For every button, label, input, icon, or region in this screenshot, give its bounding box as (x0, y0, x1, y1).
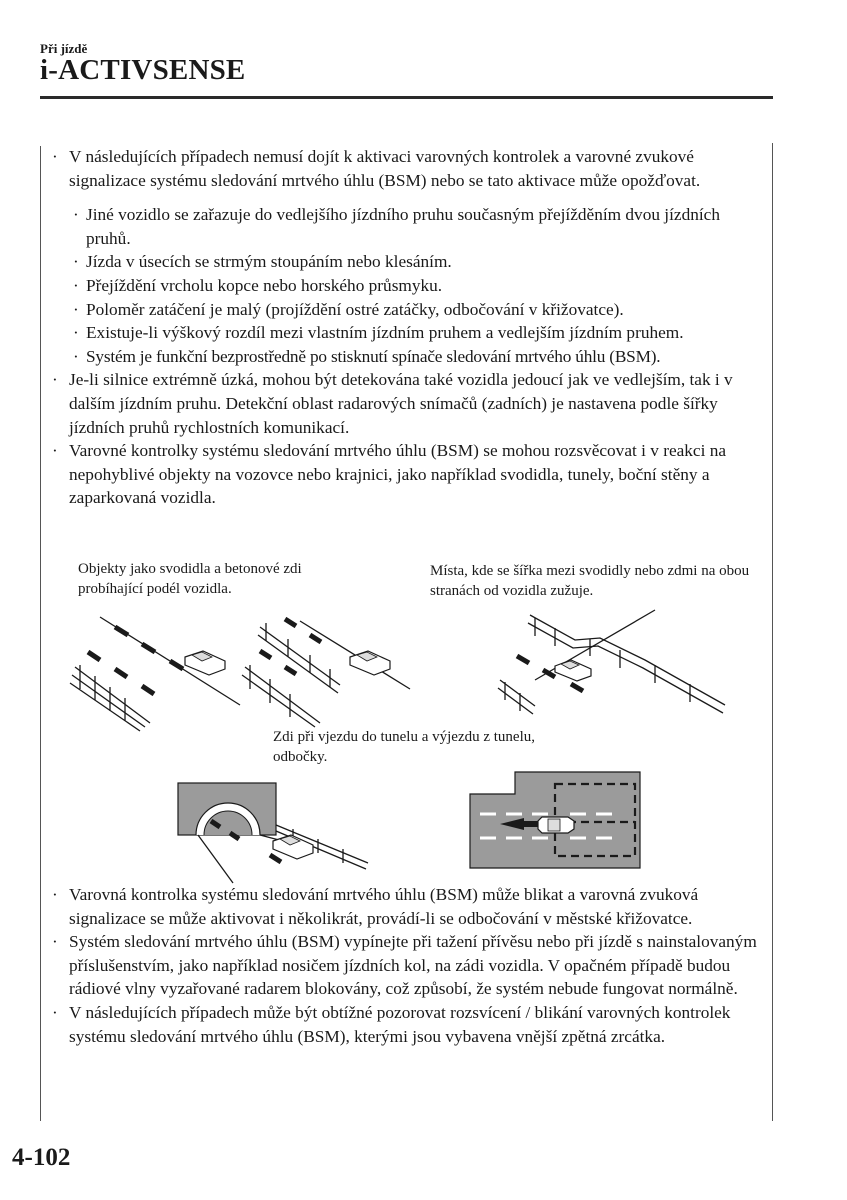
car-icon (273, 835, 313, 859)
bottom-text-block (50, 883, 762, 1048)
double-guardrail-illustration (230, 605, 420, 725)
bullet-item: · V následujících případech může být obtížné pozorovat rozsvícení / blikání varovných kontrolek systému sledování mrtvého úhlu (BSM), kterými jsou vybavena vnější zpětná zrcátka. (52, 1002, 731, 1046)
junction-detection-illustration (470, 772, 640, 872)
page-title: i-ACTIVSENSE (40, 54, 246, 86)
sub-list-item: · Jiné vozidlo se zařazuje do vedlejšího jízdního pruhu současným přejížděním dvou jízdních pruhů. (73, 205, 720, 248)
bullet-dot: · (52, 147, 58, 166)
sub-list-item: · Přejíždění vrcholu kopce nebo horského průsmyku. (73, 275, 443, 295)
bullet-item: · Je-li silnice extrémně úzká, mohou být detekována také vozidla jedoucí jak ve vedlejším, tak i v dalším jízdním pruhu. Detekční oblast radarových snímačů (zadních) je nastavena podle šířky jízdních pruhů rychlostních komunikací. (52, 370, 733, 437)
guardrail-illustration (60, 605, 250, 725)
bullet-item: · Systém sledování mrtvého úhlu (BSM) vypínejte při tažení přívěsu nebo při jízdě s nainstalovaným příslušenstvím, jako například nosičem jízdních kol, na zádi vozidla. V opačném případě budou rádiové vlny vyzařované radarem blokovány, což způsobí, že systém nebude fungovat normálně. (52, 932, 757, 999)
sub-list (50, 203, 762, 368)
car-icon (185, 651, 225, 675)
figure-caption-left: Objekty jako svodidla a betonové zdi probíhající podél vozidla. (78, 561, 302, 597)
bullet-item: · Varovné kontrolky systému sledování mrtvého úhlu (BSM) se mohou rozsvěcovat i v reakci na nepohyblivé objekty na vozovce nebo krajnici, jako například svodidla, tunely, boční stěny a zaparkovaná vozidla. (52, 441, 727, 508)
bullet-intro-text: V následujících případech nemusí dojít k aktivaci varovných kontrolek a varovné zvukové signalizace systému sledování mrtvého úhlu (BSM) nebo se tato aktivace může opožďovat. (69, 147, 701, 190)
figure-caption-middle: Zdi při vjezdu do tunelu a výjezdu z tunelu, odbočky. (273, 729, 536, 765)
section-label: Při jízdě (40, 41, 88, 56)
car-icon (350, 651, 390, 675)
left-margin-rule (40, 146, 41, 1121)
bullet-item (50, 145, 762, 192)
sub-list-item: · Systém je funkční bezprostředně po stisknutí spínače sledování mrtvého úhlu (BSM). (73, 346, 661, 366)
tunnel-illustration (178, 783, 378, 883)
sub-list-item: · Poloměr zatáčení je malý (projíždění ostré zatáčky, odbočování v křižovatce). (73, 299, 624, 319)
narrowing-road-illustration (495, 610, 735, 720)
car-icon (538, 817, 574, 833)
figure-caption-right: Místa, kde se šířka mezi svodidly nebo zdmi na obou stranách od vozidla zužuje. (430, 563, 750, 599)
top-text-block (50, 145, 762, 510)
page-number: 4-102 (12, 1144, 71, 1171)
sub-list-item: · Existuje-li výškový rozdíl mezi vlastním jízdním pruhem a vedlejším jízdním pruhem. (73, 323, 684, 343)
sub-list-item: · Jízda v úsecích se strmým stoupáním nebo klesáním. (73, 252, 452, 272)
bullet-item: · Varovná kontrolka systému sledování mrtvého úhlu (BSM) může blikat a varovná zvuková signalizace se může aktivovat i několikrát, provádí-li se odbočování v městské křižovatce. (52, 885, 699, 928)
car-icon (555, 660, 591, 681)
title-rule (40, 96, 773, 99)
right-margin-rule (772, 143, 773, 1121)
